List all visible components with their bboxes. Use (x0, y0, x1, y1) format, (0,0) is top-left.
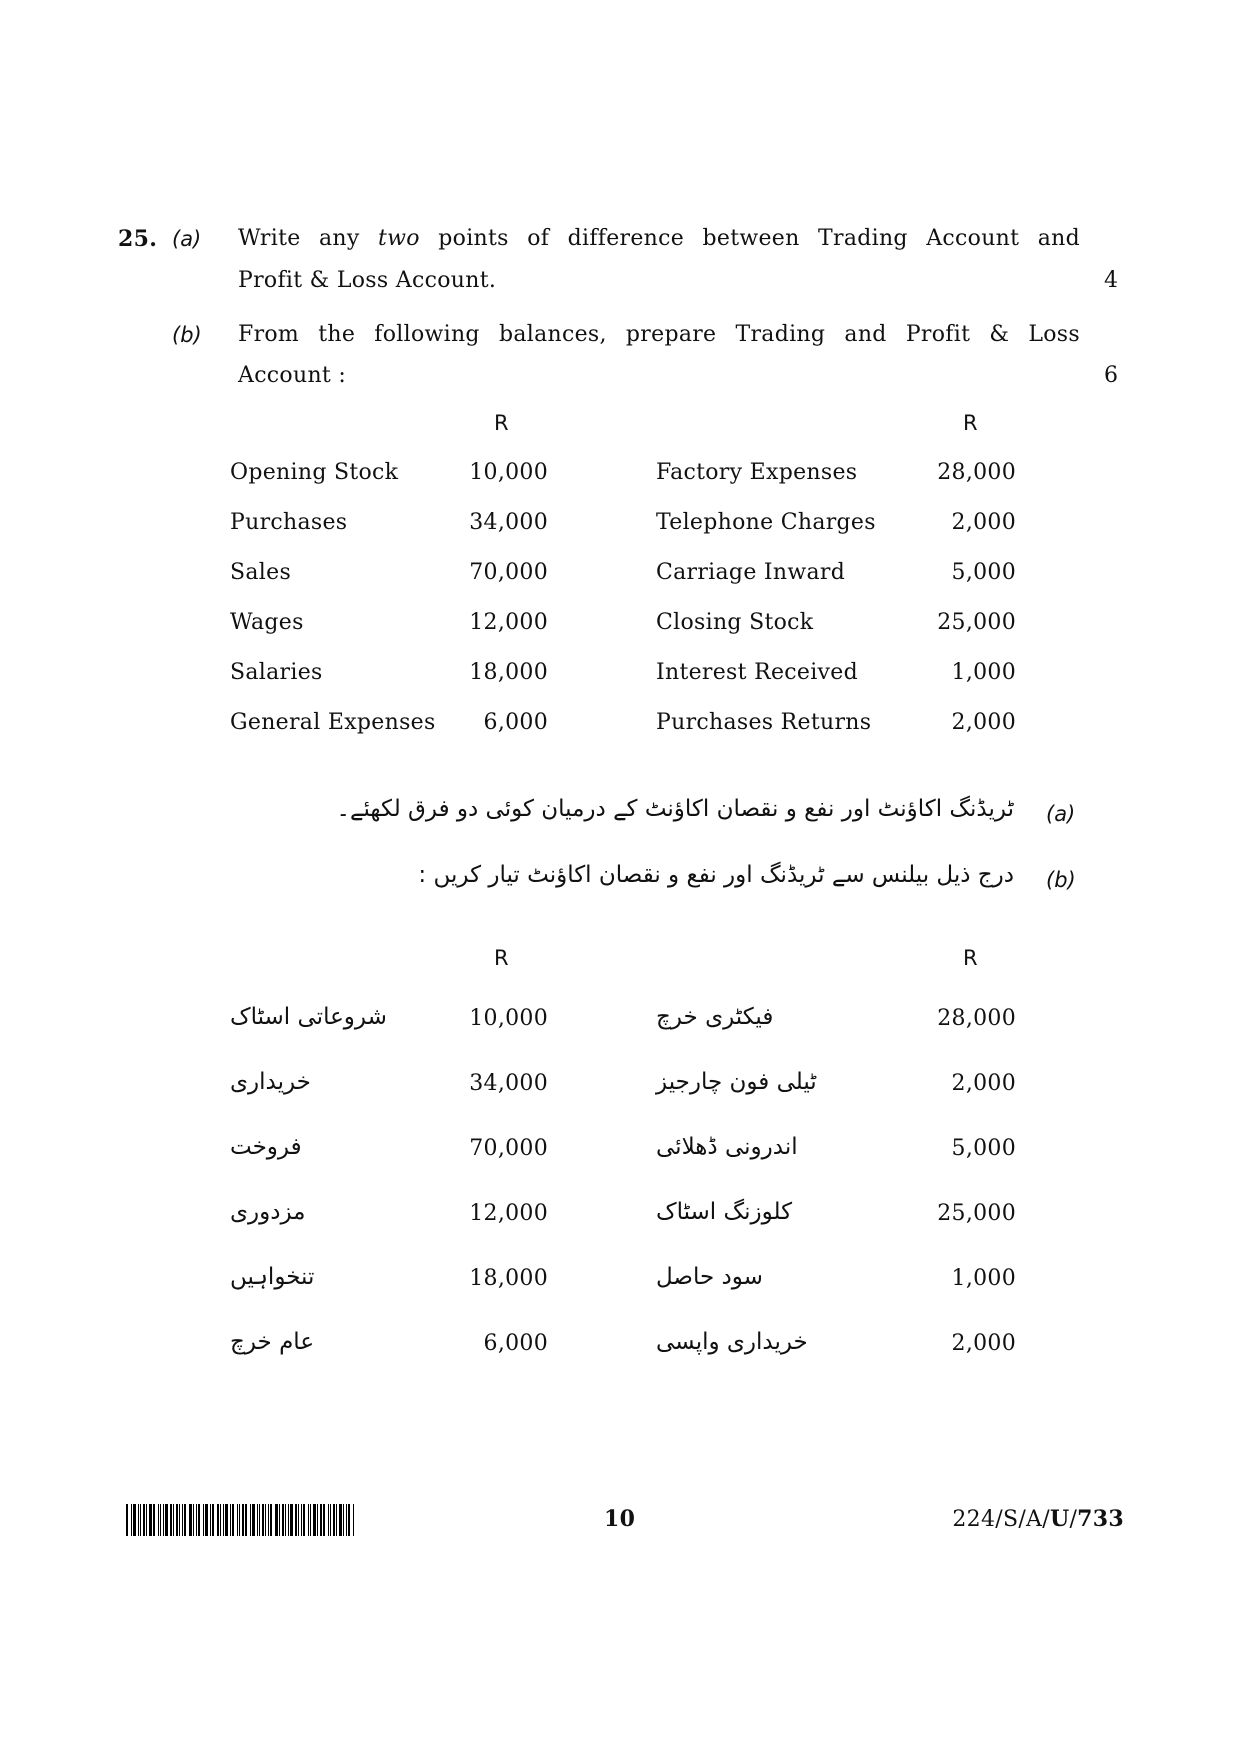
barcode-bar (257, 1504, 258, 1536)
barcode-bar (146, 1504, 147, 1536)
balance-value: 5,000 (951, 1136, 1016, 1161)
urdu-balance-label: سود حاصل (656, 1264, 763, 1290)
urdu-balance-label: خریداری (230, 1069, 311, 1095)
part-b-line1: From the following balances, prepare Trading and Profit & Loss (238, 322, 1080, 347)
balance-value: 18,000 (469, 1266, 548, 1291)
barcode-bar (198, 1504, 200, 1536)
barcode-bar (225, 1504, 228, 1536)
barcode-bar (346, 1504, 347, 1536)
balance-value: 10,000 (469, 460, 548, 485)
barcode-bar (279, 1504, 280, 1536)
urdu-currency-header-right: R (963, 946, 978, 970)
barcode-bar (313, 1504, 316, 1536)
barcode-bar (333, 1504, 335, 1536)
balance-label: Wages (230, 610, 304, 635)
barcode-bar (343, 1504, 344, 1536)
barcode-bar (140, 1504, 141, 1536)
barcode-bar (290, 1504, 293, 1536)
barcode-bar (138, 1504, 139, 1536)
barcode-bar (205, 1504, 208, 1536)
urdu-part-a-label: (a) (1046, 802, 1076, 826)
barcode (126, 1504, 424, 1536)
paper-code: 224/S/A/U/733 (952, 1506, 1124, 1532)
barcode-bar (295, 1504, 297, 1536)
barcode-bar (265, 1504, 266, 1536)
urdu-currency-header-left: R (494, 946, 509, 970)
currency-header-right: R (963, 411, 978, 435)
barcode-bar (323, 1504, 325, 1536)
balance-value: 5,000 (951, 560, 1016, 585)
balance-label: Factory Expenses (656, 460, 858, 485)
question-number: 25. (118, 226, 158, 252)
balance-value: 28,000 (937, 460, 1016, 485)
urdu-balance-label: خریداری واپسی (656, 1329, 808, 1355)
barcode-bar (176, 1504, 178, 1536)
barcode-bar (220, 1504, 221, 1536)
urdu-balance-label: کلوزنگ اسٹاک (656, 1199, 793, 1225)
barcode-bar (259, 1504, 260, 1536)
barcode-bar (237, 1504, 238, 1536)
barcode-bar (348, 1504, 350, 1536)
balance-value: 2,000 (951, 510, 1016, 535)
barcode-bar (252, 1504, 255, 1536)
barcode-bar (189, 1504, 192, 1536)
balance-value: 34,000 (469, 510, 548, 535)
barcode-bar (301, 1504, 302, 1536)
balance-label: Purchases Returns (656, 710, 872, 735)
balance-value: 10,000 (469, 1006, 548, 1031)
barcode-bar (285, 1504, 286, 1536)
barcode-bar (303, 1504, 305, 1536)
barcode-bar (245, 1504, 247, 1536)
barcode-bar (193, 1504, 194, 1536)
barcode-bar (126, 1504, 128, 1536)
urdu-balance-label: شروعاتی اسٹاک (230, 1004, 387, 1030)
part-b-marks: 6 (1104, 363, 1119, 388)
balance-label: Telephone Charges (656, 510, 876, 535)
barcode-bar (250, 1504, 251, 1536)
urdu-balance-label: مزدوری (230, 1199, 306, 1225)
balance-value: 70,000 (469, 1136, 548, 1161)
part-b-line2: Account : (238, 363, 347, 388)
barcode-bar (262, 1504, 264, 1536)
barcode-bar (270, 1504, 272, 1536)
barcode-bar (143, 1504, 145, 1536)
barcode-bar (242, 1504, 244, 1536)
barcode-bar (308, 1504, 309, 1536)
barcode-bar (131, 1504, 132, 1536)
balance-value: 1,000 (951, 1266, 1016, 1291)
barcode-bar (328, 1504, 329, 1536)
barcode-bar (336, 1504, 337, 1536)
balance-value: 1,000 (951, 660, 1016, 685)
barcode-bar (353, 1504, 354, 1536)
urdu-balance-label: اندرونی ڈھلائی (656, 1134, 798, 1160)
page-number: 10 (604, 1506, 636, 1532)
barcode-bar (203, 1504, 204, 1536)
barcode-bar (217, 1504, 219, 1536)
urdu-balance-label: عام خرچ (230, 1329, 315, 1355)
barcode-bar (339, 1504, 342, 1536)
barcode-bar (232, 1504, 234, 1536)
balance-value: 25,000 (937, 1201, 1016, 1226)
barcode-bar (230, 1504, 231, 1536)
barcode-bar (212, 1504, 214, 1536)
barcode-bar (298, 1504, 299, 1536)
balance-value: 18,000 (469, 660, 548, 685)
urdu-part-b-label: (b) (1046, 868, 1076, 892)
balance-label: Interest Received (656, 660, 858, 685)
barcode-bar (239, 1504, 240, 1536)
balance-value: 12,000 (469, 1201, 548, 1226)
balance-label: Sales (230, 560, 292, 585)
urdu-balance-label: تنخواہیں (230, 1264, 315, 1290)
balance-value: 12,000 (469, 610, 548, 635)
barcode-bar (275, 1504, 278, 1536)
barcode-bar (179, 1504, 180, 1536)
balance-value: 2,000 (951, 1331, 1016, 1356)
part-b-label: (b) (172, 323, 202, 347)
barcode-bar (158, 1504, 159, 1536)
balance-label: Purchases (230, 510, 348, 535)
balance-label: General Expenses (230, 710, 436, 735)
part-a-line2: Profit & Loss Account. (238, 268, 497, 293)
barcode-bar (170, 1504, 172, 1536)
balance-value: 25,000 (937, 610, 1016, 635)
currency-header-left: R (494, 411, 509, 435)
barcode-bar (182, 1504, 183, 1536)
urdu-balance-label: فروخت (230, 1134, 302, 1160)
urdu-balance-label: ٹیلی فون چارجیز (656, 1069, 817, 1095)
part-a-line1: Write any two points of difference between Trading Account and (238, 226, 1080, 251)
barcode-bar (196, 1504, 197, 1536)
barcode-bar (310, 1504, 311, 1536)
barcode-bar (210, 1504, 211, 1536)
balance-label: Closing Stock (656, 610, 814, 635)
urdu-part-b-text: درج ذیل بیلنس سے ٹریڈنگ اور نفع و نقصان اکاؤنٹ تیار کریں : (418, 862, 1014, 888)
barcode-bar (223, 1504, 224, 1536)
barcode-bar (288, 1504, 289, 1536)
barcode-bar (133, 1504, 136, 1536)
barcode-bar (165, 1504, 168, 1536)
part-a-marks: 4 (1104, 268, 1119, 293)
barcode-bar (160, 1504, 161, 1536)
barcode-bar (320, 1504, 322, 1536)
balance-value: 6,000 (483, 1331, 548, 1356)
barcode-bar (184, 1504, 186, 1536)
balance-value: 2,000 (951, 710, 1016, 735)
part-a-label: (a) (172, 227, 202, 251)
balance-label: Salaries (230, 660, 323, 685)
barcode-bar (163, 1504, 164, 1536)
balance-value: 34,000 (469, 1071, 548, 1096)
balance-value: 2,000 (951, 1071, 1016, 1096)
balance-label: Opening Stock (230, 460, 399, 485)
barcode-bar (153, 1504, 155, 1536)
barcode-bar (268, 1504, 269, 1536)
urdu-balance-label: فیکٹری خرچ (656, 1004, 774, 1030)
barcode-bar (149, 1504, 152, 1536)
balance-label: Carriage Inward (656, 560, 846, 585)
balance-value: 70,000 (469, 560, 548, 585)
urdu-part-a-text: ٹریڈنگ اکاؤنٹ اور نفع و نقصان اکاؤنٹ کے درمیان کوئی دو فرق لکھئے۔ (336, 796, 1014, 822)
balance-value: 28,000 (937, 1006, 1016, 1031)
balance-value: 6,000 (483, 710, 548, 735)
barcode-bar (330, 1504, 331, 1536)
barcode-bar (173, 1504, 174, 1536)
barcode-bar (282, 1504, 284, 1536)
barcode-bar (317, 1504, 318, 1536)
